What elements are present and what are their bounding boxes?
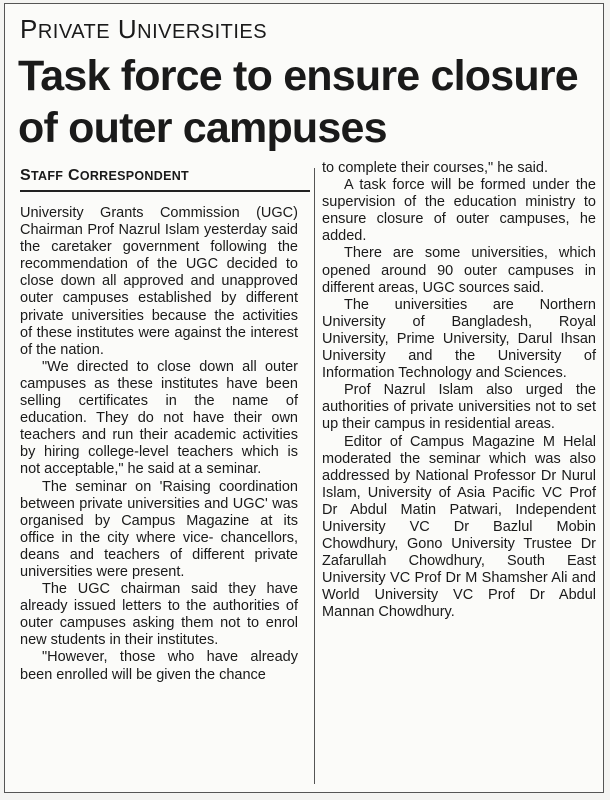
paragraph: The seminar on 'Raising coordination between private universities and UGC' was organised by Campus Magazine at its office in the city where vice- chancellors, deans and teachers of different private universities were present.: [20, 478, 298, 580]
paragraph: The UGC chairman said they have already issued letters to the authorities of outer campuses asking them not to enrol new students in their institutes.: [20, 581, 298, 649]
paragraph: There are some universities, which opened around 90 outer campuses in different areas, UGC sources said.: [322, 245, 596, 296]
byline-rule: [20, 190, 310, 192]
column-divider: [314, 168, 315, 784]
paragraph: "We directed to close down all outer campuses as these institutes have been selling certificates in the name of education. They do not have their own teachers and run their academic activities by hiring college-level teachers which is not acceptable," he said at a seminar.: [20, 358, 298, 478]
headline: Task force to ensure closure of outer campuses: [18, 52, 578, 152]
paragraph: "However, those who have already been enrolled will be given the chance: [20, 649, 298, 683]
paragraph: Editor of Campus Magazine M Helal moderated the seminar which was also addressed by National Professor Dr Nurul Islam, University of Asia Pacific VC Prof Dr Abdul Matin Patwari, Independent University VC Dr Bazlul Mobin Chowdhury, Gono University Trustee Dr Zafarullah Chowdhury, South East University VC Prof Dr M Shamsher Ali and World University VC Prof Dr Abdul Mannan Chowdhury.: [322, 433, 596, 621]
paragraph: The universities are Northern University of Bangladesh, Royal University, Prime University, Darul Ihsan University and the University of Information Technology and Sciences.: [322, 296, 596, 382]
right-column: [322, 160, 596, 622]
left-column: [20, 205, 298, 684]
section-kicker: PRIVATE UNIVERSITIES: [20, 14, 268, 44]
paragraph: to complete their courses," he said.: [322, 160, 548, 176]
paragraph: University Grants Commission (UGC) Chairman Prof Nazrul Islam yesterday said the caretaker government following the recommendation of the UGC decided to close down all approved and unapproved outer campuses established by different private universities because the activities of these institutes were against the interest of the nation.: [20, 205, 298, 358]
paragraph: Prof Nazrul Islam also urged the authorities of private universities not to set up their campus in residential areas.: [322, 382, 596, 433]
byline: STAFF CORRESPONDENT: [20, 167, 189, 184]
paragraph: A task force will be formed under the supervision of the education ministry to ensure closure of outer campuses, he added.: [322, 177, 596, 245]
